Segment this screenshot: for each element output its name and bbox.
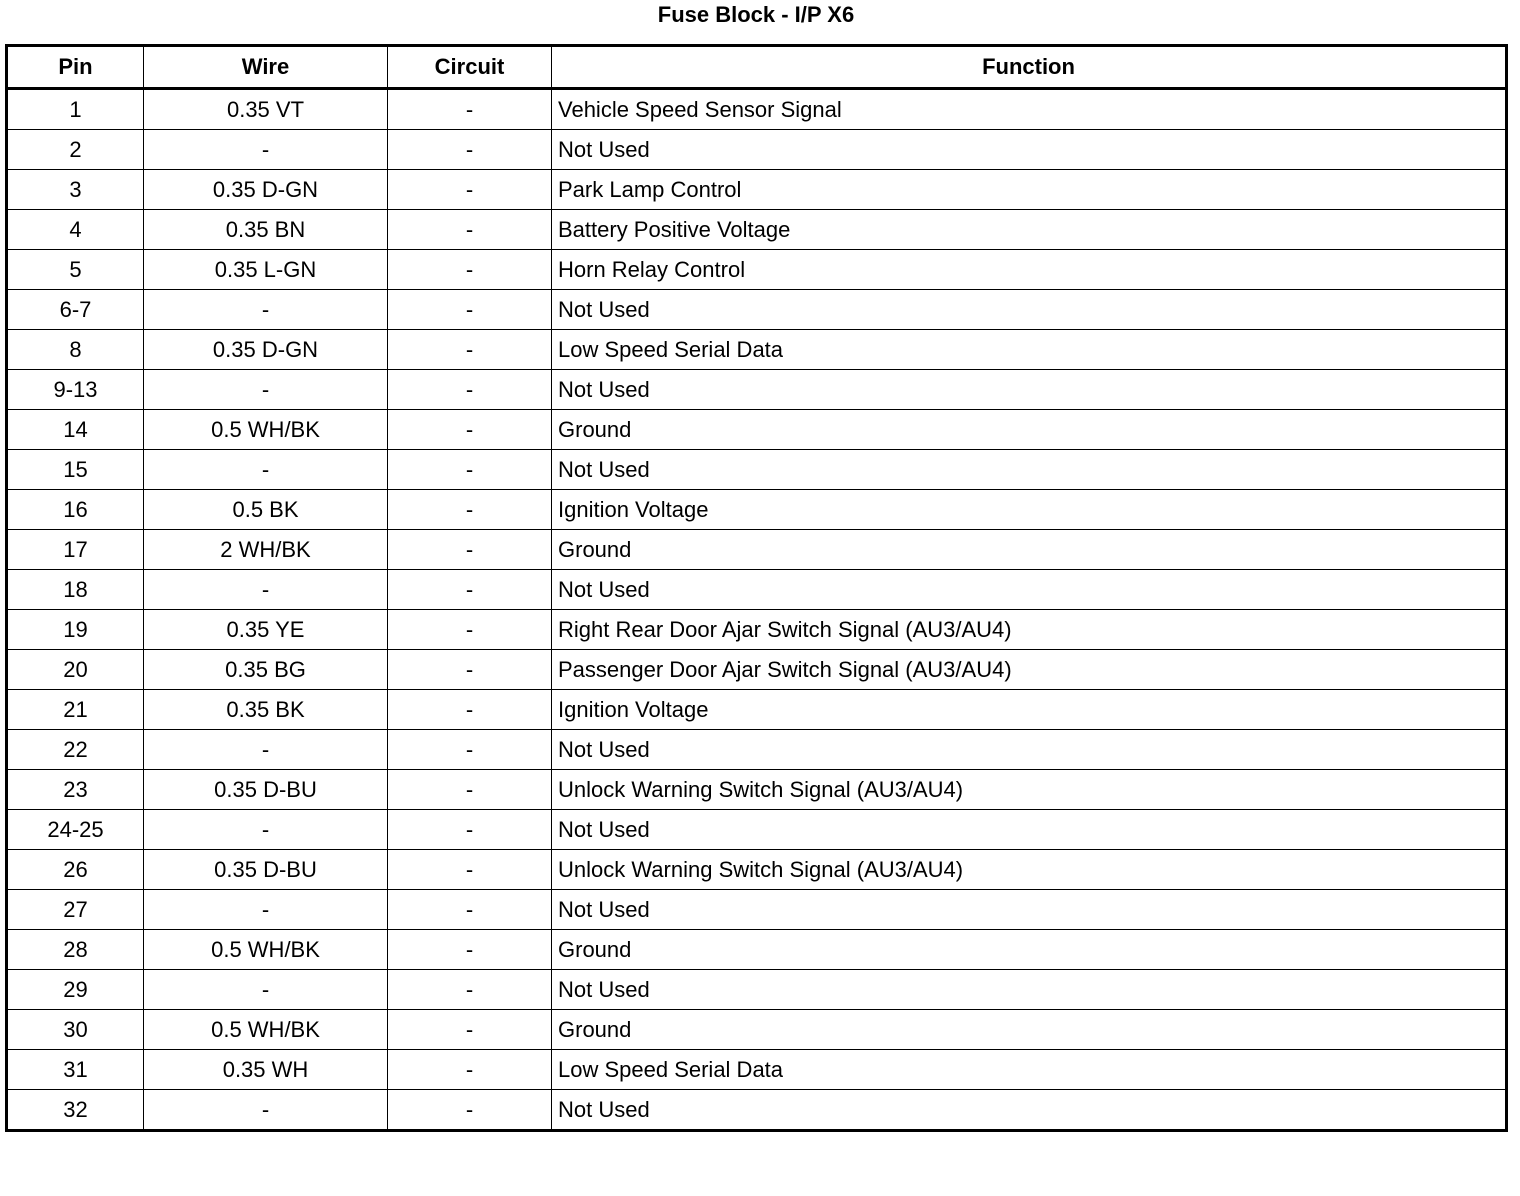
cell-function: Unlock Warning Switch Signal (AU3/AU4)	[552, 850, 1507, 890]
cell-wire: 0.35 BN	[144, 210, 388, 250]
cell-function: Ground	[552, 530, 1507, 570]
cell-pin: 31	[7, 1050, 144, 1090]
cell-wire: 0.5 BK	[144, 490, 388, 530]
column-header-wire: Wire	[144, 46, 388, 89]
cell-circuit: -	[388, 570, 552, 610]
cell-pin: 9-13	[7, 370, 144, 410]
table-row	[7, 1010, 1507, 1050]
cell-wire: -	[144, 130, 388, 170]
cell-wire: 0.5 WH/BK	[144, 930, 388, 970]
cell-pin: 20	[7, 650, 144, 690]
cell-circuit: -	[388, 330, 552, 370]
cell-circuit: -	[388, 130, 552, 170]
cell-pin: 19	[7, 610, 144, 650]
table-row	[7, 490, 1507, 530]
cell-pin: 1	[7, 89, 144, 130]
table-row	[7, 610, 1507, 650]
table-row	[7, 730, 1507, 770]
cell-circuit: -	[388, 290, 552, 330]
cell-function: Not Used	[552, 810, 1507, 850]
table-row	[7, 89, 1507, 130]
table-row	[7, 850, 1507, 890]
cell-wire: 0.35 BG	[144, 650, 388, 690]
cell-function: Right Rear Door Ajar Switch Signal (AU3/AU4)	[552, 610, 1507, 650]
cell-circuit: -	[388, 730, 552, 770]
cell-pin: 26	[7, 850, 144, 890]
cell-function: Low Speed Serial Data	[552, 1050, 1507, 1090]
cell-function: Not Used	[552, 130, 1507, 170]
cell-wire: -	[144, 290, 388, 330]
cell-pin: 28	[7, 930, 144, 970]
cell-pin: 8	[7, 330, 144, 370]
cell-pin: 22	[7, 730, 144, 770]
cell-pin: 3	[7, 170, 144, 210]
cell-function: Not Used	[552, 970, 1507, 1010]
cell-wire: -	[144, 970, 388, 1010]
cell-wire: 0.35 YE	[144, 610, 388, 650]
connector-pinout-table	[5, 44, 1508, 1132]
cell-function: Passenger Door Ajar Switch Signal (AU3/AU4)	[552, 650, 1507, 690]
cell-function: Ground	[552, 1010, 1507, 1050]
cell-wire: 2 WH/BK	[144, 530, 388, 570]
cell-circuit: -	[388, 450, 552, 490]
cell-pin: 29	[7, 970, 144, 1010]
table-row	[7, 970, 1507, 1010]
cell-function: Low Speed Serial Data	[552, 330, 1507, 370]
column-header-pin: Pin	[7, 46, 144, 89]
cell-function: Not Used	[552, 890, 1507, 930]
cell-pin: 16	[7, 490, 144, 530]
table-row	[7, 930, 1507, 970]
cell-circuit: -	[388, 1010, 552, 1050]
cell-wire: 0.35 D-GN	[144, 170, 388, 210]
cell-function: Not Used	[552, 1090, 1507, 1131]
cell-wire: 0.35 VT	[144, 89, 388, 130]
cell-function: Unlock Warning Switch Signal (AU3/AU4)	[552, 770, 1507, 810]
cell-wire: 0.35 D-BU	[144, 770, 388, 810]
cell-function: Not Used	[552, 570, 1507, 610]
cell-wire: 0.5 WH/BK	[144, 1010, 388, 1050]
cell-pin: 21	[7, 690, 144, 730]
cell-circuit: -	[388, 490, 552, 530]
cell-function: Vehicle Speed Sensor Signal	[552, 89, 1507, 130]
table-title: Fuse Block - I/P X6	[657, 2, 855, 27]
table-row	[7, 370, 1507, 410]
cell-pin: 5	[7, 250, 144, 290]
cell-function: Ground	[552, 410, 1507, 450]
cell-function: Ignition Voltage	[552, 690, 1507, 730]
cell-wire: 0.35 BK	[144, 690, 388, 730]
table-row	[7, 570, 1507, 610]
cell-function: Not Used	[552, 730, 1507, 770]
table-row	[7, 450, 1507, 490]
cell-function: Battery Positive Voltage	[552, 210, 1507, 250]
table-row	[7, 530, 1507, 570]
cell-circuit: -	[388, 850, 552, 890]
cell-pin: 18	[7, 570, 144, 610]
cell-circuit: -	[388, 930, 552, 970]
cell-circuit: -	[388, 89, 552, 130]
cell-wire: -	[144, 370, 388, 410]
cell-function: Not Used	[552, 450, 1507, 490]
cell-pin: 14	[7, 410, 144, 450]
header-row	[7, 46, 1507, 89]
cell-pin: 15	[7, 450, 144, 490]
table-row	[7, 650, 1507, 690]
cell-function: Not Used	[552, 370, 1507, 410]
cell-pin: 27	[7, 890, 144, 930]
cell-pin: 6-7	[7, 290, 144, 330]
cell-circuit: -	[388, 650, 552, 690]
cell-circuit: -	[388, 410, 552, 450]
cell-function: Not Used	[552, 290, 1507, 330]
cell-circuit: -	[388, 1090, 552, 1131]
cell-circuit: -	[388, 890, 552, 930]
table-row	[7, 250, 1507, 290]
cell-pin: 30	[7, 1010, 144, 1050]
cell-wire: -	[144, 450, 388, 490]
table-row	[7, 210, 1507, 250]
cell-circuit: -	[388, 370, 552, 410]
cell-circuit: -	[388, 1050, 552, 1090]
cell-pin: 17	[7, 530, 144, 570]
cell-wire: 0.35 D-GN	[144, 330, 388, 370]
cell-circuit: -	[388, 970, 552, 1010]
cell-wire: 0.35 L-GN	[144, 250, 388, 290]
cell-circuit: -	[388, 770, 552, 810]
cell-wire: 0.35 WH	[144, 1050, 388, 1090]
table-row	[7, 770, 1507, 810]
table-row	[7, 810, 1507, 850]
table-row	[7, 1050, 1507, 1090]
table-row	[7, 130, 1507, 170]
cell-pin: 32	[7, 1090, 144, 1131]
column-header-circuit: Circuit	[388, 46, 552, 89]
cell-circuit: -	[388, 170, 552, 210]
cell-pin: 2	[7, 130, 144, 170]
cell-wire: -	[144, 570, 388, 610]
cell-circuit: -	[388, 610, 552, 650]
cell-pin: 24-25	[7, 810, 144, 850]
cell-circuit: -	[388, 210, 552, 250]
cell-circuit: -	[388, 810, 552, 850]
cell-wire: 0.5 WH/BK	[144, 410, 388, 450]
cell-function: Park Lamp Control	[552, 170, 1507, 210]
table-body	[7, 89, 1507, 1131]
cell-circuit: -	[388, 250, 552, 290]
table-row	[7, 1090, 1507, 1131]
cell-circuit: -	[388, 530, 552, 570]
cell-pin: 4	[7, 210, 144, 250]
table-row	[7, 890, 1507, 930]
cell-wire: -	[144, 890, 388, 930]
table-row	[7, 410, 1507, 450]
column-header-function: Function	[552, 46, 1507, 89]
cell-wire: 0.35 D-BU	[144, 850, 388, 890]
cell-circuit: -	[388, 690, 552, 730]
cell-wire: -	[144, 730, 388, 770]
table-row	[7, 330, 1507, 370]
cell-function: Ground	[552, 930, 1507, 970]
table-row	[7, 170, 1507, 210]
table-row	[7, 290, 1507, 330]
cell-function: Horn Relay Control	[552, 250, 1507, 290]
cell-wire: -	[144, 810, 388, 850]
cell-wire: -	[144, 1090, 388, 1131]
cell-pin: 23	[7, 770, 144, 810]
table-row	[7, 690, 1507, 730]
cell-function: Ignition Voltage	[552, 490, 1507, 530]
